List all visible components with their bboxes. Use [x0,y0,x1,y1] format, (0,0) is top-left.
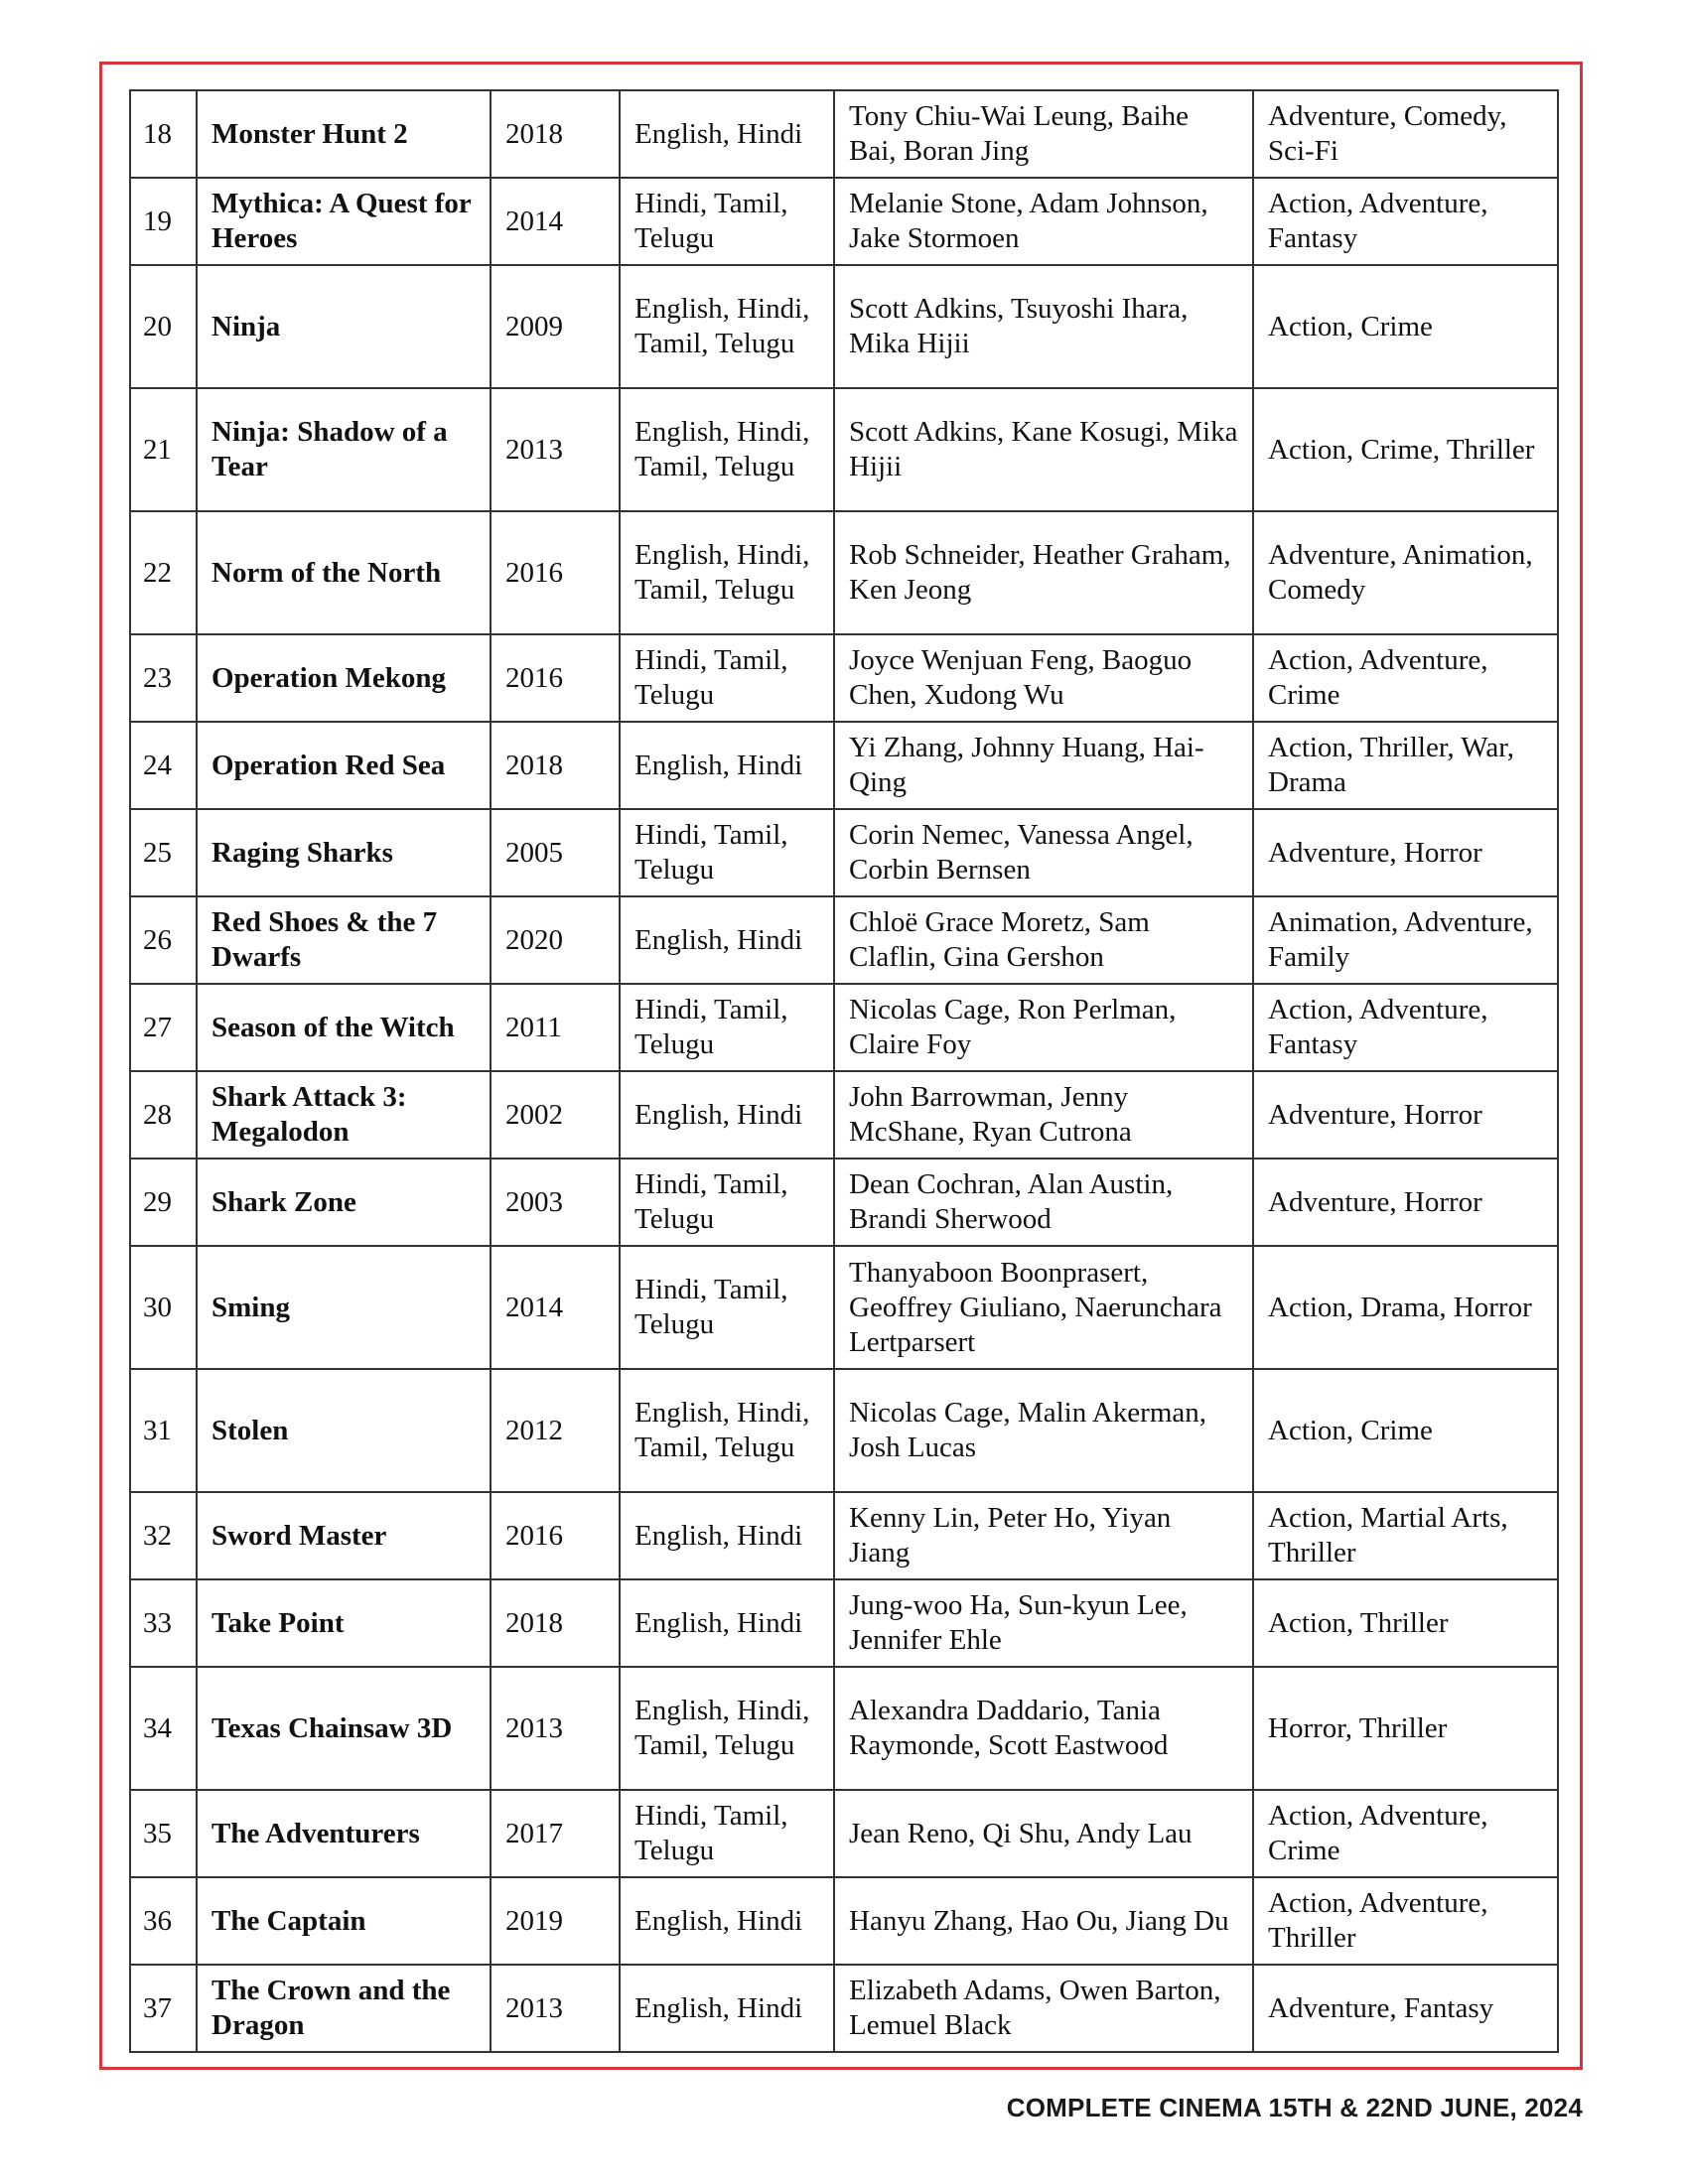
table-row [130,1246,1558,1369]
release-year-cell: 2018 [491,1579,620,1667]
row-number-cell: 37 [130,1965,197,2052]
languages-cell: Hindi, Tamil, Telugu [620,1790,834,1877]
genre-cell: Adventure, Horror [1253,1159,1558,1246]
table-row [130,1369,1558,1492]
table-row [130,511,1558,634]
movie-table [129,89,1559,2053]
genre-cell: Adventure, Horror [1253,809,1558,896]
movie-title-cell: Red Shoes & the 7 Dwarfs [197,896,491,984]
release-year-cell: 2013 [491,388,620,511]
footer-issue-label: COMPLETE CINEMA 15TH & 22ND JUNE, 2024 [1006,2093,1583,2122]
row-number-cell: 34 [130,1667,197,1790]
table-row [130,388,1558,511]
languages-cell: English, Hindi [620,1877,834,1965]
cast-cell: Jung-woo Ha, Sun-kyun Lee, Jennifer Ehle [834,1579,1253,1667]
release-year-cell: 2014 [491,178,620,265]
genre-cell: Adventure, Animation, Comedy [1253,511,1558,634]
languages-cell: Hindi, Tamil, Telugu [620,634,834,722]
languages-cell: English, Hindi [620,1965,834,2052]
languages-cell: English, Hindi [620,722,834,809]
movie-title-cell: Take Point [197,1579,491,1667]
movie-title-cell: Season of the Witch [197,984,491,1071]
movie-title-cell: Ninja [197,265,491,388]
genre-cell: Animation, Adventure, Family [1253,896,1558,984]
row-number-cell: 27 [130,984,197,1071]
genre-cell: Action, Adventure, Fantasy [1253,178,1558,265]
cast-cell: Yi Zhang, Johnny Huang, Hai-Qing [834,722,1253,809]
table-row [130,1877,1558,1965]
row-number-cell: 25 [130,809,197,896]
genre-cell: Action, Drama, Horror [1253,1246,1558,1369]
release-year-cell: 2016 [491,1492,620,1579]
cast-cell: Jean Reno, Qi Shu, Andy Lau [834,1790,1253,1877]
row-number-cell: 33 [130,1579,197,1667]
genre-cell: Action, Thriller, War, Drama [1253,722,1558,809]
table-row [130,634,1558,722]
row-number-cell: 36 [130,1877,197,1965]
row-number-cell: 20 [130,265,197,388]
release-year-cell: 2020 [491,896,620,984]
release-year-cell: 2018 [491,722,620,809]
movie-title-cell: Stolen [197,1369,491,1492]
row-number-cell: 23 [130,634,197,722]
movie-title-cell: The Adventurers [197,1790,491,1877]
release-year-cell: 2016 [491,634,620,722]
movie-title-cell: Shark Attack 3: Megalodon [197,1071,491,1159]
release-year-cell: 2005 [491,809,620,896]
cast-cell: Rob Schneider, Heather Graham, Ken Jeong [834,511,1253,634]
row-number-cell: 28 [130,1071,197,1159]
movie-title-cell: Mythica: A Quest for Heroes [197,178,491,265]
row-number-cell: 21 [130,388,197,511]
cast-cell: Nicolas Cage, Ron Perlman, Claire Foy [834,984,1253,1071]
release-year-cell: 2011 [491,984,620,1071]
cast-cell: Scott Adkins, Kane Kosugi, Mika Hijii [834,388,1253,511]
table-row [130,984,1558,1071]
languages-cell: English, Hindi [620,896,834,984]
cast-cell: Tony Chiu-Wai Leung, Baihe Bai, Boran Jing [834,90,1253,178]
table-row [130,178,1558,265]
genre-cell: Horror, Thriller [1253,1667,1558,1790]
cast-cell: Elizabeth Adams, Owen Barton, Lemuel Black [834,1965,1253,2052]
languages-cell: Hindi, Tamil, Telugu [620,809,834,896]
movie-title-cell: Operation Mekong [197,634,491,722]
languages-cell: Hindi, Tamil, Telugu [620,1246,834,1369]
table-row [130,809,1558,896]
genre-cell: Adventure, Fantasy [1253,1965,1558,2052]
table-row [130,722,1558,809]
release-year-cell: 2012 [491,1369,620,1492]
movie-title-cell: The Crown and the Dragon [197,1965,491,2052]
genre-cell: Adventure, Horror [1253,1071,1558,1159]
row-number-cell: 35 [130,1790,197,1877]
movie-title-cell: Monster Hunt 2 [197,90,491,178]
cast-cell: Kenny Lin, Peter Ho, Yiyan Jiang [834,1492,1253,1579]
table-row [130,1667,1558,1790]
row-number-cell: 29 [130,1159,197,1246]
release-year-cell: 2002 [491,1071,620,1159]
genre-cell: Action, Crime, Thriller [1253,388,1558,511]
movie-title-cell: The Captain [197,1877,491,1965]
movie-title-cell: Texas Chainsaw 3D [197,1667,491,1790]
cast-cell: Alexandra Daddario, Tania Raymonde, Scott Eastwood [834,1667,1253,1790]
languages-cell: English, Hindi, Tamil, Telugu [620,388,834,511]
table-row [130,1492,1558,1579]
genre-cell: Action, Crime [1253,265,1558,388]
genre-cell: Adventure, Comedy, Sci-Fi [1253,90,1558,178]
movie-title-cell: Norm of the North [197,511,491,634]
genre-cell: Action, Adventure, Thriller [1253,1877,1558,1965]
row-number-cell: 31 [130,1369,197,1492]
movie-title-cell: Sword Master [197,1492,491,1579]
row-number-cell: 30 [130,1246,197,1369]
cast-cell: Chloë Grace Moretz, Sam Claflin, Gina Gershon [834,896,1253,984]
release-year-cell: 2016 [491,511,620,634]
release-year-cell: 2013 [491,1667,620,1790]
languages-cell: English, Hindi, Tamil, Telugu [620,1667,834,1790]
row-number-cell: 24 [130,722,197,809]
release-year-cell: 2017 [491,1790,620,1877]
cast-cell: Hanyu Zhang, Hao Ou, Jiang Du [834,1877,1253,1965]
languages-cell: English, Hindi, Tamil, Telugu [620,1369,834,1492]
cast-cell: Melanie Stone, Adam Johnson, Jake Stormoen [834,178,1253,265]
movie-table-body [130,90,1558,2052]
release-year-cell: 2019 [491,1877,620,1965]
row-number-cell: 32 [130,1492,197,1579]
languages-cell: English, Hindi, Tamil, Telugu [620,511,834,634]
movie-title-cell: Operation Red Sea [197,722,491,809]
cast-cell: Thanyaboon Boonprasert, Geoffrey Giuliano, Naerunchara Lertparsert [834,1246,1253,1369]
movie-title-cell: Shark Zone [197,1159,491,1246]
cast-cell: John Barrowman, Jenny McShane, Ryan Cutrona [834,1071,1253,1159]
table-row [130,265,1558,388]
table-row [130,1159,1558,1246]
release-year-cell: 2014 [491,1246,620,1369]
cast-cell: Dean Cochran, Alan Austin, Brandi Sherwood [834,1159,1253,1246]
genre-cell: Action, Adventure, Fantasy [1253,984,1558,1071]
genre-cell: Action, Adventure, Crime [1253,634,1558,722]
table-row [130,1071,1558,1159]
languages-cell: English, Hindi [620,1492,834,1579]
languages-cell: Hindi, Tamil, Telugu [620,1159,834,1246]
table-row [130,1965,1558,2052]
genre-cell: Action, Adventure, Crime [1253,1790,1558,1877]
row-number-cell: 19 [130,178,197,265]
movie-title-cell: Raging Sharks [197,809,491,896]
table-row [130,896,1558,984]
release-year-cell: 2009 [491,265,620,388]
table-row [130,1790,1558,1877]
table-row [130,90,1558,178]
cast-cell: Joyce Wenjuan Feng, Baoguo Chen, Xudong Wu [834,634,1253,722]
movie-title-cell: Sming [197,1246,491,1369]
languages-cell: English, Hindi [620,1579,834,1667]
genre-cell: Action, Crime [1253,1369,1558,1492]
release-year-cell: 2018 [491,90,620,178]
languages-cell: English, Hindi, Tamil, Telugu [620,265,834,388]
table-row [130,1579,1558,1667]
release-year-cell: 2013 [491,1965,620,2052]
languages-cell: Hindi, Tamil, Telugu [620,984,834,1071]
movie-title-cell: Ninja: Shadow of a Tear [197,388,491,511]
cast-cell: Scott Adkins, Tsuyoshi Ihara, Mika Hijii [834,265,1253,388]
languages-cell: English, Hindi [620,90,834,178]
row-number-cell: 18 [130,90,197,178]
row-number-cell: 22 [130,511,197,634]
cast-cell: Corin Nemec, Vanessa Angel, Corbin Bernsen [834,809,1253,896]
languages-cell: English, Hindi [620,1071,834,1159]
languages-cell: Hindi, Tamil, Telugu [620,178,834,265]
row-number-cell: 26 [130,896,197,984]
genre-cell: Action, Thriller [1253,1579,1558,1667]
cast-cell: Nicolas Cage, Malin Akerman, Josh Lucas [834,1369,1253,1492]
genre-cell: Action, Martial Arts, Thriller [1253,1492,1558,1579]
release-year-cell: 2003 [491,1159,620,1246]
